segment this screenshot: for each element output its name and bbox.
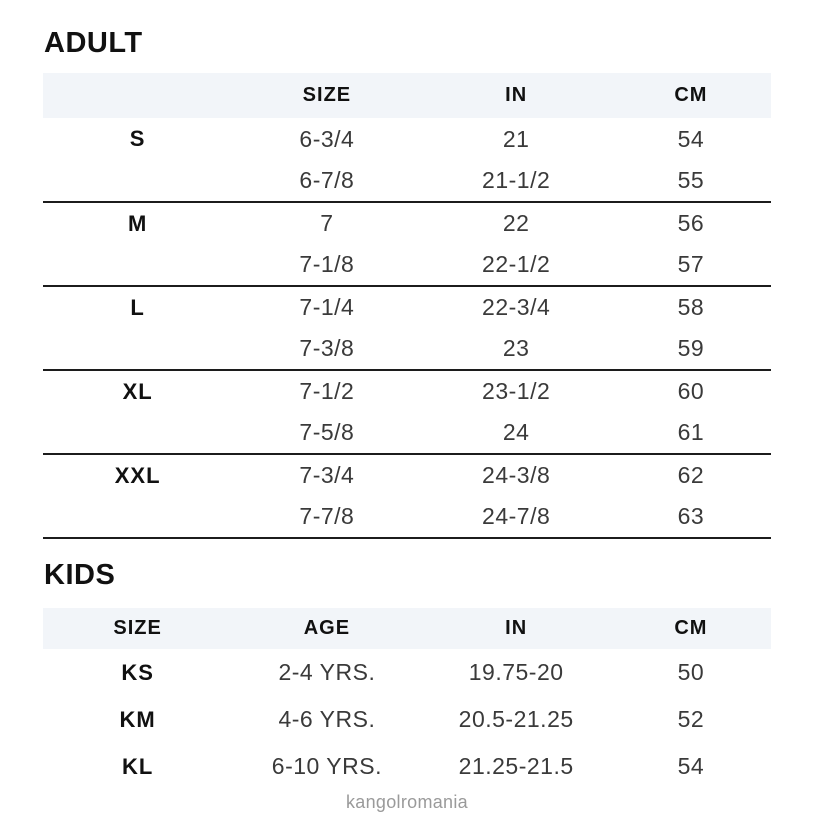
table-row	[43, 412, 771, 454]
size-group-xl	[43, 370, 771, 454]
table-row	[43, 649, 771, 696]
age-cell: 2-4 YRS.	[278, 659, 376, 685]
cm-cell: 50	[677, 659, 705, 685]
cm-cell: 62	[677, 462, 705, 488]
adult-header-cm: CM	[611, 73, 771, 118]
size-label-cell	[43, 412, 232, 454]
size-cell: 7-1/4	[299, 294, 355, 320]
size-cell: 7-5/8	[299, 419, 355, 445]
size-label-cell: S	[129, 126, 146, 151]
in-cell: 22-3/4	[482, 294, 551, 320]
adult-section-title: ADULT	[44, 27, 143, 59]
size-label-cell	[43, 160, 232, 202]
cm-cell: 56	[677, 210, 705, 236]
cm-cell: 52	[677, 706, 705, 732]
size-cell: 7-1/2	[299, 378, 355, 404]
table-row	[43, 496, 771, 538]
size-label-cell: KM	[119, 706, 156, 732]
size-label-cell: KS	[121, 659, 154, 685]
table-row	[43, 743, 771, 790]
kids-size-section	[43, 561, 771, 790]
cm-cell: 54	[677, 753, 705, 779]
table-row	[43, 696, 771, 743]
size-cell: 7	[320, 210, 334, 236]
size-label-cell: XL	[122, 378, 153, 404]
table-row	[43, 244, 771, 286]
in-cell: 24	[502, 419, 530, 445]
kids-size-table	[43, 608, 771, 790]
table-header-row	[43, 73, 771, 118]
size-label-cell: L	[130, 294, 145, 320]
kids-header-in: IN	[422, 608, 611, 649]
table-row	[43, 370, 771, 412]
in-cell: 24-7/8	[482, 503, 551, 529]
age-cell: 6-10 YRS.	[271, 753, 382, 779]
in-cell: 22-1/2	[482, 251, 551, 277]
in-cell: 23	[502, 335, 530, 361]
cm-cell: 57	[677, 251, 705, 277]
in-cell: 19.75-20	[468, 659, 564, 685]
in-cell: 22	[502, 210, 530, 236]
kids-header-age: AGE	[232, 608, 421, 649]
adult-size-section	[43, 29, 771, 539]
in-cell: 21	[502, 125, 530, 152]
size-label-cell	[43, 244, 232, 286]
table-header-row	[43, 608, 771, 649]
size-cell: 7-3/4	[299, 462, 355, 488]
table-row	[43, 454, 771, 496]
size-label-cell: XXL	[114, 462, 161, 488]
in-cell: 21.25-21.5	[458, 753, 574, 779]
size-group-xxl	[43, 454, 771, 538]
size-label-cell	[43, 496, 232, 538]
adult-header-size: SIZE	[232, 73, 421, 118]
size-cell: 6-7/8	[299, 167, 355, 193]
cm-cell: 63	[677, 503, 705, 529]
cm-cell: 55	[677, 167, 705, 193]
table-row	[43, 202, 771, 244]
adult-header-blank	[43, 73, 232, 118]
kids-section-title: KIDS	[44, 559, 116, 591]
adult-size-table	[43, 73, 771, 539]
table-row	[43, 160, 771, 202]
size-cell: 7-7/8	[299, 503, 355, 529]
in-cell: 20.5-21.25	[458, 706, 574, 732]
cm-cell: 60	[677, 378, 705, 404]
table-row	[43, 328, 771, 370]
size-cell: 7-3/8	[299, 335, 355, 361]
size-label-cell	[43, 328, 232, 370]
adult-header-in: IN	[422, 73, 611, 118]
age-cell: 4-6 YRS.	[278, 706, 376, 732]
cm-cell: 54	[677, 125, 705, 152]
table-row	[43, 286, 771, 328]
in-cell: 24-3/8	[482, 462, 551, 488]
kids-table-body	[43, 649, 771, 790]
brand-watermark: kangolromania	[346, 792, 468, 812]
table-row	[43, 118, 771, 160]
size-group-l	[43, 286, 771, 370]
in-cell: 23-1/2	[482, 378, 551, 404]
size-cell: 7-1/8	[299, 251, 355, 277]
in-cell: 21-1/2	[482, 167, 551, 193]
size-label-cell: M	[127, 210, 148, 236]
size-group-m	[43, 202, 771, 286]
size-label-cell: KL	[121, 753, 154, 779]
cm-cell: 59	[677, 335, 705, 361]
size-cell: 6-3/4	[299, 125, 355, 152]
kids-header-cm: CM	[611, 608, 771, 649]
adult-table-header	[43, 73, 771, 118]
cm-cell: 61	[677, 419, 705, 445]
kids-header-size: SIZE	[43, 608, 232, 649]
kids-table-header	[43, 608, 771, 649]
size-group-s	[43, 118, 771, 202]
cm-cell: 58	[677, 294, 705, 320]
